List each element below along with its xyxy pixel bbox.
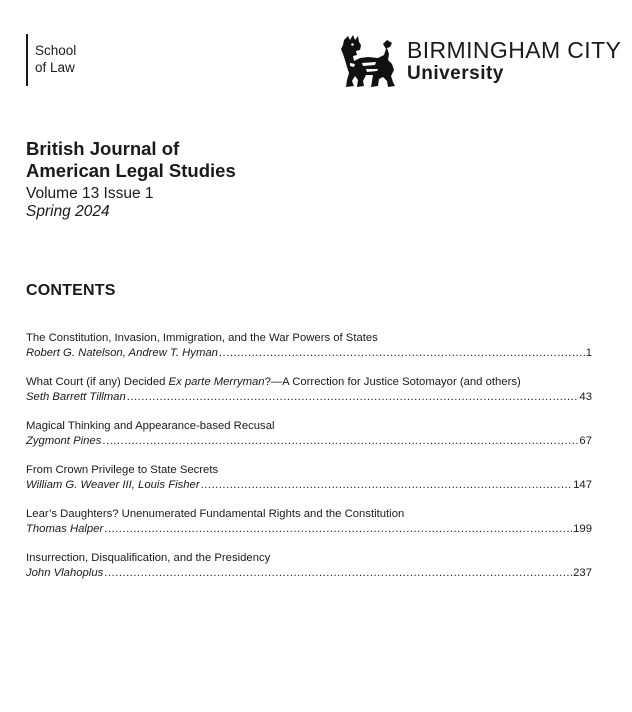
toc-entry[interactable]	[26, 551, 592, 595]
case-name-italic: Ex parte Merryman	[168, 376, 265, 388]
table-of-contents	[26, 331, 592, 595]
article-title[interactable]: Magical Thinking and Appearance-based Recusal	[26, 420, 275, 432]
leader-dots	[102, 434, 578, 449]
journal-title-line-1: British Journal of	[26, 138, 180, 159]
article-title[interactable]: Insurrection, Disqualification, and the Presidency	[26, 552, 271, 564]
university-logo	[338, 34, 622, 90]
toc-entry[interactable]	[26, 507, 592, 551]
university-name: BIRMINGHAM CITY	[407, 37, 622, 63]
leader-dots	[104, 522, 572, 537]
journal-season: Spring 2024	[26, 203, 110, 220]
article-title[interactable]: From Crown Privilege to State Secrets	[26, 464, 219, 476]
leader-dots	[127, 390, 579, 405]
page-number: 199	[573, 523, 592, 535]
article-authors: Zygmont Pines	[26, 435, 102, 447]
article-title-part: ?—A Correction for Justice Sotomayor (and others)	[264, 376, 521, 388]
page-number: 1	[585, 347, 592, 359]
article-authors: Seth Barrett Tillman	[26, 391, 126, 403]
journal-title-line-2: American Legal Studies	[26, 160, 236, 181]
university-subtitle: University	[407, 63, 504, 84]
author-line	[26, 522, 592, 537]
article-authors: Thomas Halper	[26, 523, 104, 535]
contents-heading: CONTENTS	[26, 282, 116, 299]
toc-entry[interactable]	[26, 375, 592, 419]
school-of-law-label	[26, 34, 76, 86]
toc-entry[interactable]	[26, 463, 592, 507]
article-title-part: What Court (if any) Decided	[26, 376, 169, 388]
author-line	[26, 390, 592, 405]
article-authors: John Vlahoplus	[26, 567, 104, 579]
article-authors: Robert G. Natelson, Andrew T. Hyman	[26, 347, 218, 359]
school-line-1: School	[35, 43, 77, 58]
article-title[interactable]: The Constitution, Invasion, Immigration, and the War Powers of States	[26, 332, 378, 344]
author-line	[26, 566, 592, 581]
author-line	[26, 478, 592, 493]
author-line	[26, 346, 592, 361]
toc-entry[interactable]	[26, 331, 592, 375]
page-number: 67	[579, 435, 592, 447]
leader-dots	[219, 346, 585, 361]
article-title[interactable]	[26, 375, 592, 390]
author-line	[26, 434, 592, 449]
school-line-2: of Law	[35, 59, 75, 75]
article-authors: William G. Weaver III, Louis Fisher	[26, 479, 200, 491]
page-number: 43	[579, 391, 592, 403]
leader-dots	[104, 566, 572, 581]
journal-volume: Volume 13 Issue 1	[26, 185, 154, 202]
page-number: 147	[573, 479, 592, 491]
article-title[interactable]: Lear’s Daughters? Unenumerated Fundamental Rights and the Constitution	[26, 508, 405, 520]
toc-entry[interactable]	[26, 419, 592, 463]
leader-dots	[201, 478, 573, 493]
journal-block	[26, 138, 236, 221]
page-number: 237	[573, 567, 592, 579]
lion-crest-icon	[338, 34, 398, 88]
